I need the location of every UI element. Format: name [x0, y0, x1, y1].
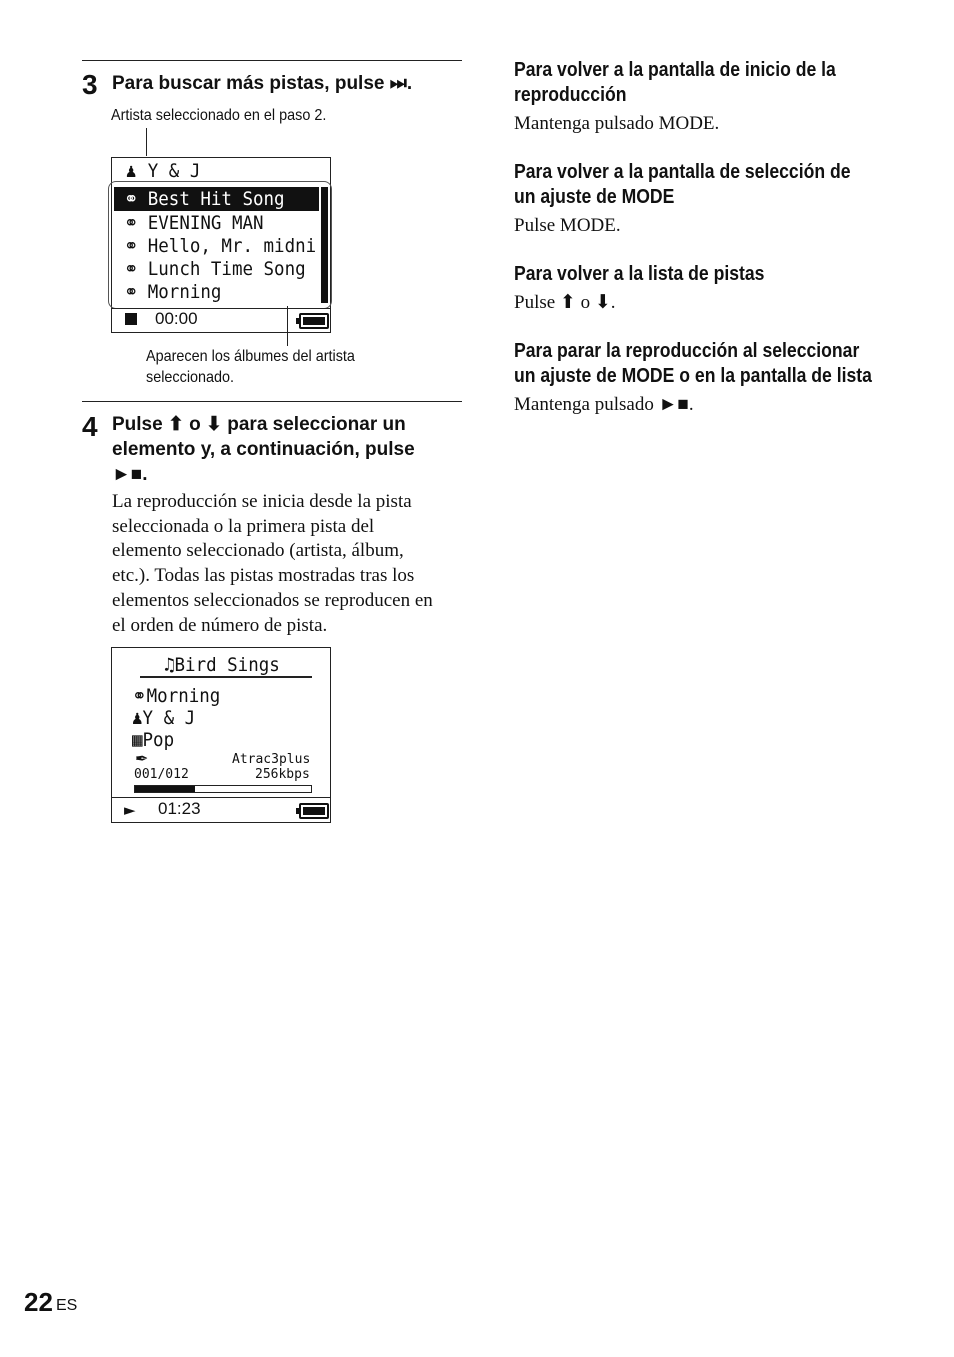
screen-artist-row: ♟ Y & J: [122, 160, 200, 182]
album-icon: ⚭: [123, 188, 139, 210]
album-row: ⚭ Best Hit Song: [123, 188, 285, 210]
now-playing-screen: [111, 647, 331, 823]
album-row: ⚭ EVENING MAN: [123, 212, 264, 234]
album-list-outline: [108, 181, 332, 309]
top-rule: [82, 60, 462, 61]
bitrate-label: 256kbps: [255, 767, 310, 782]
pen-icon: ✒: [135, 749, 149, 768]
callout-line-top: [146, 128, 147, 156]
step-4-heading: Pulse ⬆ o ⬇ para seleccionar un elemento y, a continuación, pulse ►■.: [112, 414, 415, 485]
section-4-heading: Para parar la reproducción al seleccionar un ajuste de MODE o en la pantalla de lista: [514, 340, 872, 387]
album-row: ⚭ Lunch Time Song: [123, 258, 306, 280]
album-icon: ⚭: [123, 281, 139, 303]
page-number: 22: [24, 1287, 53, 1317]
now-artist-row: ♟Y & J: [132, 707, 196, 729]
album-row: ⚭ Hello, Mr. midni: [123, 235, 317, 257]
now-genre-row: ▦Pop: [132, 729, 175, 751]
play-icon: ►: [124, 801, 136, 819]
step-3-heading: Para buscar más pistas, pulse ⏭.: [112, 73, 413, 94]
mid-rule: [82, 401, 462, 402]
section-3-heading: Para volver a la lista de pistas: [514, 263, 765, 285]
album-icon: ⚭: [123, 212, 139, 234]
album-icon: ⚭: [132, 685, 147, 707]
section-1-heading: Para volver a la pantalla de inicio de la reproducción: [514, 59, 836, 106]
progress-fill: [135, 786, 195, 792]
genre-icon: ▦: [132, 729, 143, 751]
progress-bar: [134, 785, 312, 793]
battery-icon: [299, 313, 329, 329]
section-2-heading: Para volver a la pantalla de selección de un ajuste de MODE: [514, 161, 851, 208]
music-note-icon: ♫: [164, 654, 175, 676]
callout-line-bottom: [287, 306, 288, 346]
album-icon: ⚭: [123, 258, 139, 280]
album-row: ⚭ Morning: [123, 281, 222, 303]
artist-icon: ♟: [132, 707, 143, 729]
section-2-text: Pulse MODE.: [514, 215, 621, 236]
step-4-body: La reproducción se inicia desde la pista seleccionada o la primera pista del elemento seleccionado (artista, álbum, etc.). Todas las pistas mostradas tras los elementos seleccionados se reproducen en el orden de número de pista.: [112, 491, 433, 636]
now-album-row: ⚭Morning: [132, 685, 221, 707]
track-counter: 001/012: [134, 767, 189, 782]
album-icon: ⚭: [123, 235, 139, 257]
battery-icon: [299, 803, 329, 819]
status-divider: [112, 308, 330, 309]
section-3-text: Pulse ⬆ o ⬇.: [514, 292, 616, 313]
step-3-number: 3: [82, 69, 98, 100]
page-language: ES: [56, 1297, 78, 1314]
codec-label: Atrac3plus: [232, 752, 311, 767]
album-list-screen: [111, 157, 331, 333]
title-underline: [140, 676, 312, 678]
elapsed-time: 00:00: [155, 309, 198, 328]
step-4-number: 4: [82, 411, 98, 442]
section-1-text: Mantenga pulsado MODE.: [514, 113, 720, 134]
step-3-caption-top: Artista seleccionado en el paso 2.: [111, 107, 327, 124]
status-divider: [112, 797, 330, 798]
section-4-text: Mantenga pulsado ►■.: [514, 394, 694, 415]
step-3-caption-bottom: Aparecen los álbumes del artista seleccionado.: [146, 348, 355, 386]
artist-icon: ♟: [125, 160, 137, 182]
stop-icon: [125, 313, 137, 325]
track-title-row: ♫Bird Sings: [164, 654, 280, 676]
elapsed-time: 01:23: [158, 799, 201, 818]
